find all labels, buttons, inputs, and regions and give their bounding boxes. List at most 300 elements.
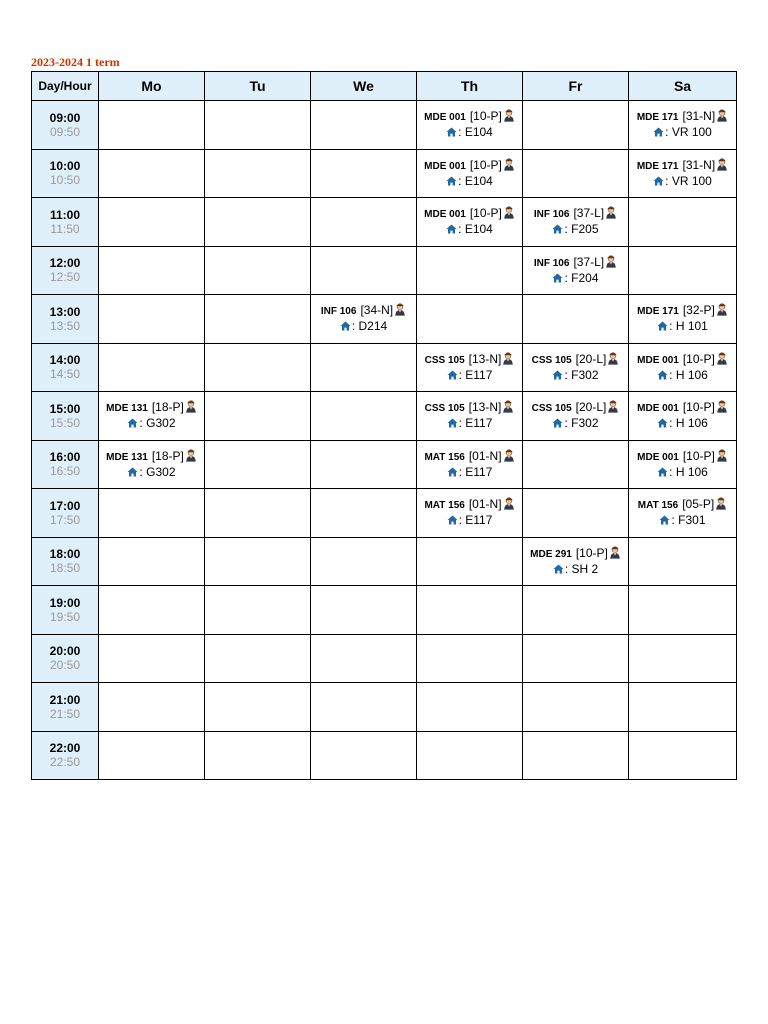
room-line — [417, 125, 522, 140]
course-code: MDE 001 — [637, 354, 679, 366]
schedule-cell — [417, 683, 523, 732]
home-icon — [657, 320, 668, 330]
schedule-cell — [629, 537, 737, 586]
day-hour-header: Day/Hour — [32, 72, 99, 101]
schedule-cell — [311, 149, 417, 198]
class-line — [629, 352, 736, 368]
room-name[interactable]: F204 — [571, 270, 599, 285]
course-code: CSS 105 — [424, 354, 465, 366]
hour-cell — [32, 392, 99, 441]
schedule-cell — [99, 198, 205, 247]
room-name[interactable]: D214 — [358, 319, 388, 334]
teacher-icon[interactable] — [715, 497, 727, 510]
class-line — [523, 206, 628, 222]
course-group: [37-L] — [573, 254, 605, 269]
class-line — [417, 158, 522, 174]
hour-start: 10:00 — [49, 159, 81, 174]
hour-cell — [32, 246, 99, 295]
hour-row — [32, 586, 737, 635]
hour-start: 21:00 — [49, 692, 81, 707]
room-separator: : — [458, 222, 465, 237]
hour-start: 14:00 — [49, 353, 81, 368]
class-line — [417, 400, 522, 416]
schedule-cell — [417, 731, 523, 780]
room-line — [417, 174, 522, 189]
schedule-cell — [523, 149, 629, 198]
home-icon — [657, 466, 668, 476]
course-code: MAT 156 — [424, 451, 465, 463]
hour-cell — [32, 489, 99, 538]
home-icon — [552, 223, 563, 233]
schedule-cell — [99, 489, 205, 538]
teacher-icon[interactable] — [503, 449, 515, 462]
course-group: [18-P] — [151, 448, 184, 463]
room-line — [629, 174, 736, 189]
room-line — [523, 416, 628, 431]
course-code: MDE 001 — [424, 160, 466, 172]
course-group: [18-P] — [151, 400, 184, 415]
room-name[interactable]: E117 — [465, 464, 493, 479]
teacher-icon[interactable] — [394, 303, 406, 316]
teacher-icon[interactable] — [716, 352, 728, 365]
class-line — [417, 449, 522, 465]
course-code: MAT 156 — [637, 500, 679, 512]
room-line — [417, 465, 522, 480]
schedule-cell — [629, 149, 737, 198]
course-code: INF 106 — [533, 209, 570, 221]
hour-row — [32, 149, 737, 198]
course-group: [10-P] — [575, 545, 608, 560]
room-line — [629, 368, 736, 383]
course-group: [34-N] — [360, 303, 394, 318]
schedule-cell — [523, 440, 629, 489]
course-group: [10-P] — [469, 109, 502, 124]
hour-start: 18:00 — [49, 547, 81, 562]
class-line — [629, 449, 736, 465]
course-code: MDE 001 — [637, 451, 679, 463]
schedule-cell — [629, 392, 737, 441]
room-separator: : — [458, 125, 465, 140]
room-name[interactable]: G302 — [146, 464, 176, 479]
course-code: CSS 105 — [531, 354, 572, 366]
hour-row — [32, 101, 737, 150]
schedule-cell — [99, 295, 205, 344]
course-group: [10-P] — [682, 400, 715, 415]
room-line — [417, 416, 522, 431]
class-line — [99, 449, 204, 465]
home-icon — [653, 126, 664, 136]
teacher-icon[interactable] — [716, 303, 728, 316]
course-code: CSS 105 — [424, 403, 465, 415]
room-line — [523, 562, 628, 577]
room-line — [417, 368, 522, 383]
day-header-fr: Fr — [523, 72, 629, 101]
home-icon — [657, 417, 668, 427]
room-separator: : — [139, 464, 147, 479]
schedule-cell — [417, 489, 523, 538]
schedule-cell — [629, 489, 737, 538]
course-group: [13-N] — [468, 400, 502, 415]
home-icon — [447, 514, 458, 524]
teacher-icon[interactable] — [716, 158, 728, 171]
room-line — [629, 319, 736, 334]
course-code: MDE 171 — [637, 306, 679, 318]
hour-row — [32, 295, 737, 344]
schedule-cell — [205, 392, 311, 441]
room-name[interactable]: H 101 — [675, 319, 708, 334]
home-icon — [446, 175, 457, 185]
class-line — [417, 206, 522, 222]
schedule-cell — [205, 489, 311, 538]
room-line — [523, 368, 628, 383]
class-line — [417, 352, 522, 368]
hour-cell — [32, 440, 99, 489]
room-name[interactable]: H 106 — [675, 464, 708, 479]
schedule-cell — [205, 246, 311, 295]
schedule-cell — [311, 731, 417, 780]
hour-cell — [32, 198, 99, 247]
schedule-cell — [629, 101, 737, 150]
schedule-cell — [99, 101, 205, 150]
hour-row — [32, 634, 737, 683]
room-separator: : — [564, 561, 572, 576]
timetable — [31, 71, 737, 780]
teacher-icon[interactable] — [716, 400, 728, 413]
hour-end: 15:50 — [49, 415, 81, 430]
class-line — [523, 352, 628, 368]
teacher-icon[interactable] — [502, 400, 514, 413]
schedule-cell — [99, 246, 205, 295]
room-line — [629, 465, 736, 480]
teacher-icon[interactable] — [185, 449, 197, 462]
hour-end: 18:50 — [49, 561, 81, 576]
hour-cell — [32, 731, 99, 780]
schedule-cell — [311, 489, 417, 538]
schedule-cell — [311, 295, 417, 344]
hour-start: 11:00 — [49, 207, 81, 222]
course-group: [20-L] — [575, 351, 607, 366]
teacher-icon[interactable] — [503, 158, 515, 171]
teacher-icon[interactable] — [605, 255, 617, 268]
schedule-cell — [311, 634, 417, 683]
home-icon — [340, 320, 351, 330]
schedule-cell — [311, 586, 417, 635]
hour-start: 09:00 — [49, 110, 81, 125]
schedule-cell — [417, 343, 523, 392]
schedule-cell — [205, 198, 311, 247]
schedule-cell — [311, 101, 417, 150]
room-name[interactable]: H 106 — [675, 367, 708, 382]
teacher-icon[interactable] — [609, 546, 621, 559]
course-group: [10-P] — [682, 351, 715, 366]
room-separator: : — [669, 367, 676, 382]
hour-cell — [32, 343, 99, 392]
hour-cell — [32, 295, 99, 344]
schedule-cell — [311, 440, 417, 489]
hour-start: 17:00 — [49, 498, 81, 513]
schedule-cell — [417, 634, 523, 683]
room-separator: : — [564, 222, 572, 237]
room-line — [99, 465, 204, 480]
room-line — [523, 222, 628, 237]
course-code: MDE 171 — [636, 160, 679, 172]
course-code: INF 106 — [533, 257, 570, 269]
home-icon — [653, 175, 664, 185]
schedule-cell — [99, 731, 205, 780]
course-code: INF 106 — [320, 306, 357, 318]
schedule-cell — [99, 440, 205, 489]
schedule-cell — [523, 537, 629, 586]
room-separator: : — [665, 125, 672, 140]
schedule-cell — [417, 295, 523, 344]
course-code: CSS 105 — [531, 403, 572, 415]
room-name[interactable]: E104 — [464, 173, 493, 188]
hour-start: 13:00 — [49, 304, 81, 319]
teacher-icon[interactable] — [605, 206, 617, 219]
class-line — [417, 497, 522, 513]
schedule-cell — [629, 295, 737, 344]
room-name[interactable]: G302 — [146, 416, 176, 431]
day-header-we: We — [311, 72, 417, 101]
hour-end: 14:50 — [49, 367, 81, 382]
class-line — [629, 109, 736, 125]
course-group: [31-N] — [682, 157, 716, 172]
course-code: MDE 131 — [106, 403, 148, 415]
course-group: [05-P] — [682, 497, 715, 512]
schedule-cell — [417, 586, 523, 635]
schedule-cell — [99, 634, 205, 683]
schedule-cell — [205, 295, 311, 344]
schedule-cell — [99, 149, 205, 198]
hour-cell — [32, 101, 99, 150]
home-icon — [659, 514, 670, 524]
teacher-icon[interactable] — [607, 352, 619, 365]
room-name[interactable]: F302 — [571, 367, 599, 382]
header-row — [32, 72, 737, 101]
home-icon — [552, 369, 563, 379]
hour-start: 15:00 — [49, 401, 81, 416]
home-icon — [446, 126, 457, 136]
hour-row — [32, 489, 737, 538]
course-group: [32-P] — [682, 303, 715, 318]
class-line — [629, 497, 736, 513]
schedule-cell — [311, 198, 417, 247]
hour-cell — [32, 683, 99, 732]
room-name[interactable]: E117 — [465, 416, 493, 431]
room-line — [629, 125, 736, 140]
room-separator: : — [669, 319, 676, 334]
room-separator: : — [139, 416, 147, 431]
home-icon — [553, 563, 564, 573]
course-code: MDE 001 — [637, 403, 679, 415]
schedule-cell — [417, 246, 523, 295]
schedule-cell — [417, 198, 523, 247]
schedule-cell — [311, 246, 417, 295]
hour-end: 22:50 — [49, 755, 81, 770]
room-name[interactable]: H 106 — [675, 416, 708, 431]
course-group: [31-N] — [682, 109, 716, 124]
schedule-cell — [311, 683, 417, 732]
room-name[interactable]: VR 100 — [671, 173, 712, 188]
schedule-cell — [417, 149, 523, 198]
day-header-mo: Mo — [99, 72, 205, 101]
schedule-cell — [523, 343, 629, 392]
hour-cell — [32, 586, 99, 635]
teacher-icon[interactable] — [716, 449, 728, 462]
class-line — [523, 546, 628, 562]
day-header-th: Th — [417, 72, 523, 101]
hour-row — [32, 343, 737, 392]
schedule-cell — [205, 634, 311, 683]
schedule-cell — [205, 440, 311, 489]
schedule-cell — [417, 440, 523, 489]
schedule-cell — [629, 198, 737, 247]
schedule-cell — [99, 537, 205, 586]
day-header-sa: Sa — [629, 72, 737, 101]
schedule-cell — [629, 586, 737, 635]
teacher-icon[interactable] — [716, 109, 728, 122]
schedule-cell — [523, 683, 629, 732]
room-line — [629, 513, 736, 528]
home-icon — [552, 272, 563, 282]
course-group: [10-P] — [469, 157, 502, 172]
room-name[interactable]: E117 — [465, 513, 493, 528]
schedule-cell — [205, 149, 311, 198]
room-name[interactable]: F302 — [571, 416, 599, 431]
room-name[interactable]: F205 — [571, 222, 599, 237]
home-icon — [447, 369, 458, 379]
room-separator: : — [669, 416, 676, 431]
schedule-cell — [205, 586, 311, 635]
hour-row — [32, 392, 737, 441]
teacher-icon[interactable] — [185, 400, 197, 413]
schedule-cell — [629, 683, 737, 732]
schedule-cell — [523, 101, 629, 150]
schedule-cell — [99, 586, 205, 635]
hour-row — [32, 731, 737, 780]
schedule-cell — [99, 343, 205, 392]
teacher-icon[interactable] — [502, 352, 514, 365]
teacher-icon[interactable] — [503, 109, 515, 122]
room-line — [629, 416, 736, 431]
room-separator: : — [564, 367, 572, 382]
room-name[interactable]: E104 — [464, 222, 493, 237]
class-line — [629, 303, 736, 319]
course-code: MDE 001 — [424, 209, 466, 221]
schedule-cell — [417, 101, 523, 150]
schedule-cell — [99, 683, 205, 732]
room-separator: : — [665, 173, 672, 188]
course-group: [01-N] — [468, 448, 502, 463]
room-separator: : — [564, 416, 572, 431]
hour-end: 16:50 — [49, 464, 81, 479]
room-separator: : — [458, 416, 466, 431]
course-group: [10-P] — [469, 206, 502, 221]
schedule-cell — [523, 392, 629, 441]
room-separator: : — [458, 173, 465, 188]
class-line — [629, 158, 736, 174]
home-icon — [446, 223, 457, 233]
schedule-cell — [205, 731, 311, 780]
course-code: MAT 156 — [424, 500, 465, 512]
room-line — [99, 416, 204, 431]
hour-start: 19:00 — [49, 595, 81, 610]
schedule-cell — [629, 246, 737, 295]
day-header-tu: Tu — [205, 72, 311, 101]
term-title: 2023-2024 1 term — [31, 55, 120, 69]
room-line — [417, 222, 522, 237]
home-icon — [447, 417, 458, 427]
teacher-icon[interactable] — [607, 400, 619, 413]
teacher-icon[interactable] — [503, 206, 515, 219]
room-line — [523, 271, 628, 286]
room-line — [417, 513, 522, 528]
course-code: MDE 291 — [530, 548, 572, 560]
course-group: [20-L] — [575, 400, 607, 415]
class-line — [99, 400, 204, 416]
course-group: [37-L] — [573, 206, 605, 221]
schedule-cell — [205, 343, 311, 392]
room-name[interactable]: E117 — [465, 367, 493, 382]
hour-start: 22:00 — [49, 741, 81, 756]
room-name[interactable]: F301 — [678, 513, 706, 528]
schedule-cell — [205, 537, 311, 586]
schedule-cell — [629, 343, 737, 392]
hour-start: 16:00 — [49, 450, 81, 465]
hour-end: 17:50 — [49, 512, 81, 527]
hour-start: 20:00 — [49, 644, 81, 659]
schedule-cell — [205, 683, 311, 732]
course-group: [13-N] — [468, 351, 502, 366]
class-line — [629, 400, 736, 416]
schedule-cell — [311, 537, 417, 586]
hour-end: 20:50 — [49, 658, 81, 673]
course-code: MDE 171 — [636, 112, 679, 124]
home-icon — [447, 466, 458, 476]
room-name[interactable]: SH 2 — [571, 561, 599, 576]
schedule-cell — [523, 295, 629, 344]
class-line — [311, 303, 416, 319]
hour-end: 09:50 — [49, 124, 81, 139]
room-separator: : — [458, 513, 466, 528]
room-line — [311, 319, 416, 334]
hour-row — [32, 198, 737, 247]
course-group: [01-N] — [468, 497, 502, 512]
course-code: MDE 001 — [424, 112, 466, 124]
hour-end: 19:50 — [49, 609, 81, 624]
class-line — [523, 400, 628, 416]
room-separator: : — [669, 464, 676, 479]
hour-cell — [32, 537, 99, 586]
room-name[interactable]: VR 100 — [671, 125, 712, 140]
course-group: [10-P] — [682, 448, 715, 463]
home-icon — [127, 417, 138, 427]
hour-end: 11:50 — [50, 221, 80, 236]
class-line — [417, 109, 522, 125]
hour-end: 12:50 — [49, 270, 81, 285]
hour-cell — [32, 634, 99, 683]
room-separator: : — [458, 367, 466, 382]
hour-row — [32, 440, 737, 489]
course-code: MDE 131 — [106, 451, 148, 463]
schedule-cell — [205, 101, 311, 150]
teacher-icon[interactable] — [503, 497, 515, 510]
home-icon — [657, 369, 668, 379]
schedule-cell — [523, 586, 629, 635]
room-separator: : — [351, 319, 359, 334]
room-separator: : — [671, 513, 679, 528]
room-name[interactable]: E104 — [464, 125, 493, 140]
